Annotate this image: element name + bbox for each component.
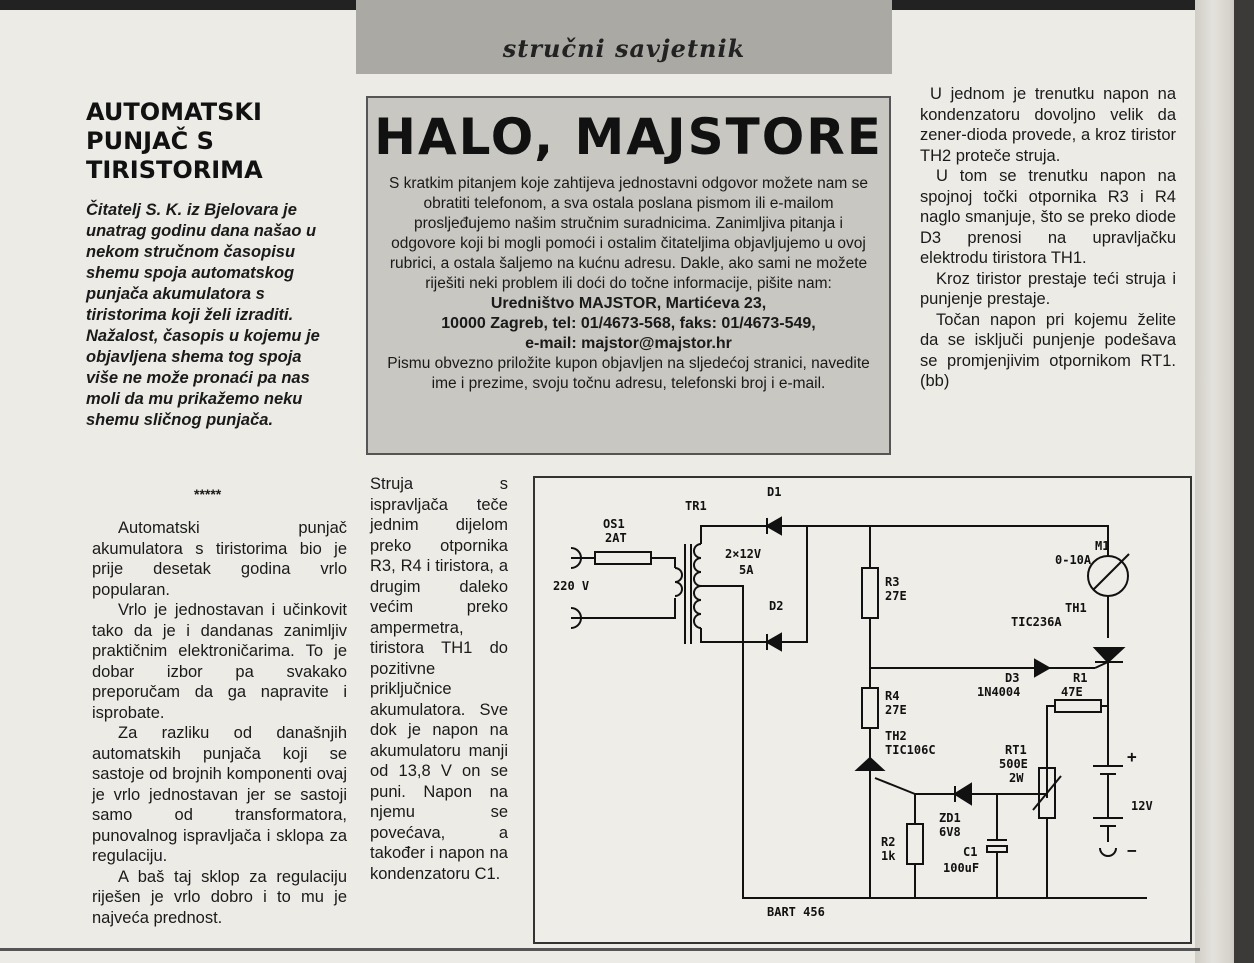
headline-line-1: AUTOMATSKI	[86, 98, 262, 126]
zd1-label: ZD1	[939, 811, 961, 825]
headline-line-2: PUNJAČ S	[86, 127, 214, 155]
d3-value: 1N4004	[977, 685, 1021, 699]
r2-value: 1k	[881, 849, 896, 863]
tr1-value-1: 2×12V	[725, 547, 762, 561]
circuit-schematic	[533, 476, 1192, 944]
d3-label: D3	[1005, 671, 1020, 685]
c1-value: 100uF	[943, 861, 980, 875]
box-address-1: Uredništvo MAJSTOR, Martićeva 23,	[490, 295, 767, 312]
battery-label: 12V	[1131, 799, 1153, 813]
r2-label: R2	[881, 835, 896, 849]
col1-paragraph-3: Za razliku od današnjih automatskih punjača koji se sastoje od brojnih komponenti ovaj je vrlo jednostavan jer se sastoji samo od transformatora, punovalnog ispravljača i sklopa za regulaciju.	[92, 724, 347, 865]
battery-plus: +	[1127, 747, 1137, 766]
schematic-credit: BART 456	[767, 905, 825, 919]
th1-label: TH1	[1065, 601, 1087, 615]
box-text-2: Pismu obvezno priložite kupon objavljen na sljedećoj stranici, navedite ime i prezime, svoju točnu adresu, telefonski broj i e-mail.	[387, 355, 870, 392]
tr1-label: TR1	[685, 499, 707, 513]
article-intro: Čitatelj S. K. iz Bjelovara je unatrag godinu dana našao u nekom stručnom časopisu shemu spoja automatskog punjača akumulatora s tiristorima koji želi izraditi. Nažalost, časopis u kojemu je objavljena shema tog spoja više ne može pronaći pa nas moli da mu prikažemo neku shemu sličnog punjača.	[86, 201, 320, 429]
article-headline	[86, 98, 346, 185]
box-email: e-mail: majstor@majstor.hr	[525, 335, 732, 352]
col1-paragraph-2: Vrlo je jednostavan i učinkovit tako da je i dandanas zanimljiv praktičnim elektroničarima. To je dobar izbor pa svakako preporučam da ga napravite i isprobate.	[92, 601, 347, 722]
column-3	[920, 84, 1176, 392]
box-text-1: S kratkim pitanjem koje zahtijeva jednostavni odgovor možete nam se obratiti telefonom, a sva ostala poslana pismom ili e-mailom prosljeđujemo našim stručnim suradnicima. Zanimljiva pitanja i odgovore koji bi mogli pomoći i ostalim čitateljima objavljujemo u ovoj rubrici, a ostala šaljemo na kućnu adresu. Dakle, ako sami ne možete riješiti neki problem ili doći do točne informacije, pišite nam:	[388, 175, 869, 292]
th2-label: TH2	[885, 729, 907, 743]
r3-label: R3	[885, 575, 900, 589]
column-2: Struja s ispravljača teče jednim dijelom preko otpornika R3, R4 i tiristora, a drugim daleko većim preko ampermetra, tiristora TH1 do pozitivne priključnice akumulatora. Sve dok je napon na akumulatoru manji od 13,8 V on se puni. Napon na njemu se povećava, a također i napon na kondenzatoru C1.	[370, 475, 508, 883]
column-1	[92, 518, 347, 928]
battery-minus: −	[1127, 841, 1137, 860]
r4-value: 27E	[885, 703, 907, 717]
os1-value: 2AT	[605, 531, 627, 545]
th1-value: TIC236A	[1011, 615, 1062, 629]
rt1-value-1: 500E	[999, 757, 1028, 771]
rt1-label: RT1	[1005, 743, 1027, 757]
box-body	[382, 174, 875, 394]
m1-label: M1	[1095, 539, 1110, 553]
d2-label: D2	[769, 599, 784, 613]
tr1-value-2: 5A	[739, 563, 754, 577]
box-title: HALO, MAJSTORE	[374, 108, 883, 166]
r1-value: 47E	[1061, 685, 1083, 699]
c1-label: C1	[963, 845, 978, 859]
rt1-value-2: 2W	[1009, 771, 1024, 785]
headline-line-3: TIRISTORIMA	[86, 156, 263, 184]
m1-value: 0-10A	[1055, 553, 1092, 567]
col1-paragraph-1: Automatski punjač akumulatora s tiristorima bio je prije desetak godina vrlo popularan.	[92, 519, 347, 599]
section-label: stručni savjetnik	[502, 34, 746, 63]
mains-label: 220 V	[553, 579, 590, 593]
bottom-rule	[0, 948, 1200, 951]
section-banner	[356, 0, 892, 74]
halo-majstore-box	[366, 96, 891, 455]
col3-paragraph-1: U jednom je trenutku napon na kondenzatoru dovoljno velik da zener-dioda provede, a kroz tiristor TH2 proteče struja.	[920, 85, 1176, 165]
os1-label: OS1	[603, 517, 625, 531]
separator: *****	[194, 486, 222, 502]
box-address-2: 10000 Zagreb, tel: 01/4673-568, faks: 01/4673-549,	[441, 315, 816, 332]
r1-label: R1	[1073, 671, 1088, 685]
schematic-drawing	[535, 478, 1190, 942]
r4-label: R4	[885, 689, 900, 703]
page-edge-shadow	[1234, 0, 1254, 963]
zd1-value: 6V8	[939, 825, 961, 839]
col1-paragraph-4: A baš taj sklop za regulaciju riješen je vrlo dobro i to mu je najveća prednost.	[92, 867, 347, 927]
col3-paragraph-3: Kroz tiristor prestaje teći struja i punjenje prestaje.	[920, 269, 1176, 308]
d1-label: D1	[767, 485, 782, 499]
col3-paragraph-4: Točan napon pri kojemu želite da se isključi punjenje podešava se promjenjivim otpornikom RT1.(bb)	[920, 310, 1176, 390]
col3-paragraph-2: U tom se trenutku napon na spojnoj točki otpornika R3 i R4 naglo smanjuje, što se preko diode D3 prenosi na upravljačku elektrodu tiristora TH1.	[920, 167, 1176, 267]
r3-value: 27E	[885, 589, 907, 603]
th2-value: TIC106C	[885, 743, 936, 757]
